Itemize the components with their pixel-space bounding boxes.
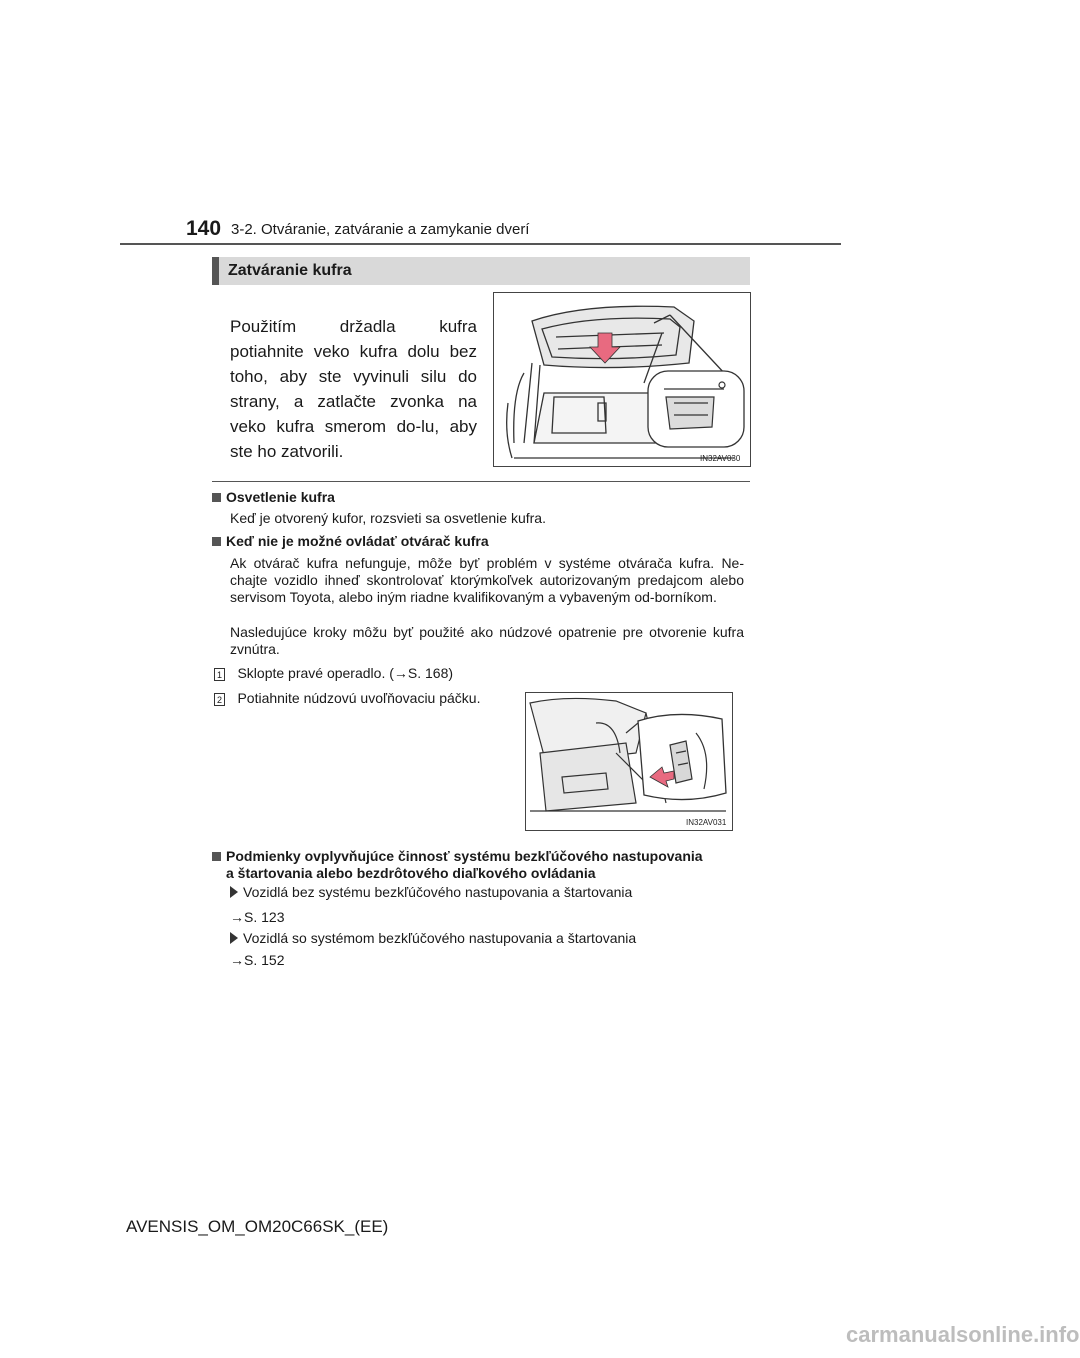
ref-2: →S. 152 bbox=[230, 952, 285, 968]
step-1-badge: 1 bbox=[214, 668, 225, 681]
section-divider bbox=[212, 481, 750, 482]
intro-paragraph: Použitím držadla kufra potiahnite veko kufra dolu bez toho, aby ste vyvinuli silu do strany, a zatlačte zvonka na veko kufra smerom do-lu, aby ste ho zatvorili. bbox=[230, 317, 477, 461]
square-bullet-icon bbox=[212, 493, 221, 502]
figure1-code: IN32AV030 bbox=[700, 454, 741, 463]
opener-heading-text: Keď nie je možné ovládať otvárač kufra bbox=[226, 533, 489, 549]
header-rule bbox=[120, 243, 841, 245]
trunk-close-figure bbox=[493, 292, 751, 467]
bullet-2 bbox=[230, 930, 636, 946]
lever-illustration bbox=[526, 693, 732, 830]
opener-text-2: Nasledujúce kroky môžu byť použité ako núdzové opatrenie pre otvorenie kufra zvnútra. bbox=[230, 624, 744, 657]
square-bullet-icon bbox=[212, 852, 221, 861]
bullet-1-text: Vozidlá bez systému bezkľúčového nastupovania a štartovania bbox=[243, 884, 633, 900]
step-2-badge: 2 bbox=[214, 693, 225, 706]
opener-text-1: Ak otvárač kufra nefunguje, môže byť problém v systéme otvárača kufra. Ne-chajte vozidlo ihneď skontrolovať ktorýmkoľvek autorizovaným predajcom alebo servisom Toyota, alebo iným riadne kvalifikovaným a vybaveným od-borníkom. bbox=[230, 555, 744, 605]
step-1-text: Sklopte pravé operadlo. (→S. 168) bbox=[237, 665, 454, 681]
watermark: carmanualsonline.info bbox=[846, 1322, 1080, 1347]
ref-1: →S. 123 bbox=[230, 909, 285, 925]
lighting-heading-text: Osvetlenie kufra bbox=[226, 489, 335, 505]
page-number: 140 bbox=[186, 217, 222, 240]
bullet-1 bbox=[230, 884, 632, 900]
figure2-code: IN32AV031 bbox=[686, 818, 727, 827]
footer-doc-id: AVENSIS_OM_OM20C66SK_(EE) bbox=[126, 1217, 389, 1236]
square-bullet-icon bbox=[212, 537, 221, 546]
step-2 bbox=[214, 690, 480, 708]
opener-heading bbox=[212, 533, 489, 549]
conditions-heading-line2: a štartovania alebo bezdrôtového diaľkového ovládania bbox=[226, 865, 596, 881]
triangle-bullet-icon bbox=[230, 932, 238, 944]
section-title: Zatváranie kufra bbox=[212, 257, 750, 285]
conditions-heading-line1: Podmienky ovplyvňujúce činnosť systému bezkľúčového nastupovania bbox=[226, 848, 703, 864]
chapter-title: 3-2. Otváranie, zatváranie a zamykanie dverí bbox=[231, 221, 530, 238]
bullet-2-text: Vozidlá so systémom bezkľúčového nastupovania a štartovania bbox=[243, 930, 637, 946]
triangle-bullet-icon bbox=[230, 886, 238, 898]
lighting-heading bbox=[212, 489, 335, 505]
trunk-illustration bbox=[494, 293, 750, 466]
lighting-text: Keď je otvorený kufor, rozsvieti sa osvetlenie kufra. bbox=[230, 510, 546, 526]
release-lever-figure bbox=[525, 692, 733, 831]
conditions-heading bbox=[212, 848, 752, 882]
step-1 bbox=[214, 665, 453, 683]
step-2-text: Potiahnite núdzovú uvoľňovaciu páčku. bbox=[237, 690, 481, 706]
